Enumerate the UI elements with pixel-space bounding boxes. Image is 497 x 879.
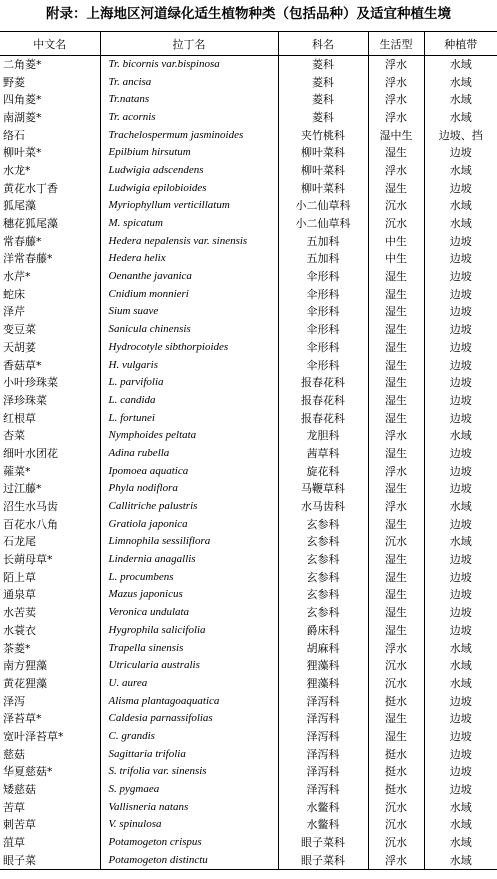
cell-planting-zone: 边坡 <box>424 551 497 569</box>
table-row <box>0 533 497 551</box>
cell-family: 茜草科 <box>278 445 368 463</box>
table-row <box>0 816 497 834</box>
header-chinese-name: 中文名 <box>0 32 100 56</box>
cell-chinese-name: 南湖菱* <box>3 110 42 124</box>
cell-latin-name: Tr. ancisa <box>100 73 278 91</box>
table-header-row <box>0 32 497 56</box>
header-life-form: 生活型 <box>368 32 424 56</box>
cell-planting-zone: 边坡 <box>424 763 497 781</box>
cell-chinese-name: 茶菱* <box>3 641 31 655</box>
cell-chinese-name: 狐尾藻 <box>3 199 36 213</box>
cell-chinese-name: 石龙尾 <box>3 535 36 549</box>
cell-latin-name: Hydrocotyle sibthorpioides <box>100 339 278 357</box>
cell-family: 泽泻科 <box>278 692 368 710</box>
cell-life-form: 湿生 <box>368 409 424 427</box>
cell-family: 玄参科 <box>278 533 368 551</box>
cell-family: 伞形科 <box>278 303 368 321</box>
cell-life-form: 浮水 <box>368 73 424 91</box>
table-row <box>0 763 497 781</box>
cell-chinese-name: 水芹* <box>3 270 31 284</box>
table-row <box>0 639 497 657</box>
cell-life-form: 沉水 <box>368 834 424 852</box>
cell-planting-zone: 水域 <box>424 215 497 233</box>
page-title: 附录：上海地区河道绿化适生植物种类（包括品种）及适宜种植生境 <box>46 6 451 22</box>
cell-life-form: 浮水 <box>368 162 424 180</box>
cell-planting-zone: 边坡 <box>424 568 497 586</box>
cell-chinese-name: 变豆菜 <box>3 323 36 337</box>
cell-latin-name: H. vulgaris <box>100 356 278 374</box>
cell-life-form: 湿生 <box>368 392 424 410</box>
table-row <box>0 498 497 516</box>
cell-planting-zone: 水域 <box>424 56 497 74</box>
cell-life-form: 湿生 <box>368 622 424 640</box>
cell-chinese-name: 菹草 <box>3 836 25 850</box>
cell-life-form: 湿生 <box>368 285 424 303</box>
cell-chinese-name: 泽珍珠菜 <box>3 393 47 407</box>
cell-life-form: 浮水 <box>368 639 424 657</box>
cell-planting-zone: 边坡 <box>424 692 497 710</box>
cell-chinese-name: 长蒴母草* <box>3 553 53 567</box>
cell-life-form: 湿生 <box>368 515 424 533</box>
cell-chinese-name: 泽泻 <box>3 694 25 708</box>
cell-planting-zone: 边坡 <box>424 462 497 480</box>
cell-latin-name: C. grandis <box>100 728 278 746</box>
cell-chinese-name: 眼子菜 <box>0 851 100 869</box>
cell-family: 玄参科 <box>278 586 368 604</box>
cell-planting-zone: 边坡 <box>424 409 497 427</box>
cell-chinese-name: 黄花水丁香 <box>3 181 58 195</box>
cell-latin-name: Veronica undulata <box>100 604 278 622</box>
cell-planting-zone: 水域 <box>424 427 497 445</box>
cell-life-form: 湿生 <box>368 144 424 162</box>
cell-family: 菱科 <box>278 109 368 127</box>
table-row <box>0 73 497 91</box>
cell-planting-zone: 水域 <box>424 798 497 816</box>
table-row <box>0 851 497 869</box>
table-row <box>0 144 497 162</box>
cell-chinese-name: 泽芹 <box>3 305 25 319</box>
cell-planting-zone: 边坡 <box>424 144 497 162</box>
cell-family: 狸藻科 <box>278 657 368 675</box>
cell-planting-zone: 边坡 <box>424 604 497 622</box>
cell-life-form: 湿生 <box>368 586 424 604</box>
cell-chinese-name: 百花水八角 <box>3 517 58 531</box>
cell-chinese-name: 泽苔草* <box>3 712 42 726</box>
cell-life-form: 浮水 <box>368 56 424 74</box>
table-row <box>0 374 497 392</box>
cell-family: 泽泻科 <box>278 728 368 746</box>
cell-family: 伞形科 <box>278 285 368 303</box>
cell-latin-name: U. aurea <box>100 675 278 693</box>
cell-latin-name: Gratiola japonica <box>100 515 278 533</box>
cell-planting-zone: 水域 <box>424 675 497 693</box>
cell-latin-name: Tr.natans <box>100 91 278 109</box>
cell-life-form: 浮水 <box>368 427 424 445</box>
cell-latin-name: Tr. acornis <box>100 109 278 127</box>
cell-family: 玄参科 <box>278 568 368 586</box>
table-row <box>0 798 497 816</box>
table-row <box>0 56 497 74</box>
table-row <box>0 303 497 321</box>
cell-life-form: 沉水 <box>368 533 424 551</box>
cell-chinese-name: 四角菱* <box>3 93 42 107</box>
cell-chinese-name: 慈菇 <box>3 747 25 761</box>
cell-life-form: 湿生 <box>368 303 424 321</box>
table-row <box>0 91 497 109</box>
table-row <box>0 339 497 357</box>
cell-latin-name: Ipomoea aquatica <box>100 462 278 480</box>
cell-latin-name: Limnophila sessiliflora <box>100 533 278 551</box>
cell-family: 菱科 <box>278 56 368 74</box>
cell-planting-zone: 水域 <box>424 816 497 834</box>
cell-planting-zone: 边坡 <box>424 515 497 533</box>
header-planting-zone: 种植带 <box>424 32 497 56</box>
cell-family: 小二仙草科 <box>278 215 368 233</box>
cell-life-form: 沉水 <box>368 675 424 693</box>
cell-life-form: 湿生 <box>368 568 424 586</box>
header-family: 科名 <box>278 32 368 56</box>
cell-planting-zone: 边坡 <box>424 745 497 763</box>
cell-chinese-name: 常春藤* <box>3 234 42 248</box>
cell-planting-zone: 边坡 <box>424 480 497 498</box>
cell-family: 柳叶菜科 <box>278 144 368 162</box>
cell-latin-name: Hedera helix <box>100 250 278 268</box>
cell-chinese-name: 陌上草 <box>3 570 36 584</box>
cell-chinese-name: 黄花狸藻 <box>3 676 47 690</box>
cell-family: 玄参科 <box>278 604 368 622</box>
cell-chinese-name: 洋常春藤* <box>3 252 53 266</box>
cell-planting-zone: 边坡 <box>424 250 497 268</box>
cell-planting-zone: 边坡 <box>424 586 497 604</box>
cell-latin-name: Myriophyllum verticillatum <box>100 197 278 215</box>
cell-latin-name: Callitriche palustris <box>100 498 278 516</box>
cell-family: 菱科 <box>278 73 368 91</box>
cell-family: 柳叶菜科 <box>278 162 368 180</box>
cell-family: 报春花科 <box>278 374 368 392</box>
cell-life-form: 浮水 <box>368 462 424 480</box>
cell-latin-name: Mazus japonicus <box>100 586 278 604</box>
cell-life-form: 沉水 <box>368 215 424 233</box>
table-row <box>0 480 497 498</box>
cell-chinese-name: 水龙* <box>3 163 31 177</box>
cell-latin-name: Tr. bicornis var.bispinosa <box>100 56 278 74</box>
table-row <box>0 834 497 852</box>
table-row <box>0 162 497 180</box>
cell-family: 五加科 <box>278 232 368 250</box>
cell-life-form: 湿生 <box>368 321 424 339</box>
cell-chinese-name: 通泉草 <box>3 588 36 602</box>
cell-planting-zone: 水域 <box>424 91 497 109</box>
table-row <box>0 515 497 533</box>
cell-latin-name: Sanicula chinensis <box>100 321 278 339</box>
cell-family: 伞形科 <box>278 339 368 357</box>
cell-family: 水鳖科 <box>278 798 368 816</box>
cell-planting-zone: 水域 <box>424 657 497 675</box>
cell-latin-name: Ludwigia adscendens <box>100 162 278 180</box>
table-row <box>0 250 497 268</box>
cell-family: 玄参科 <box>278 515 368 533</box>
cell-life-form: 浮水 <box>368 851 424 869</box>
cell-chinese-name: 刺苦草 <box>3 818 36 832</box>
table-row <box>0 126 497 144</box>
table-row <box>0 551 497 569</box>
cell-latin-name: Trapella sinensis <box>100 639 278 657</box>
cell-planting-zone: 边坡 <box>424 392 497 410</box>
cell-planting-zone: 边坡 <box>424 339 497 357</box>
cell-latin-name: Adina rubella <box>100 445 278 463</box>
cell-chinese-name: 南方狸藻 <box>3 659 47 673</box>
cell-planting-zone: 边坡 <box>424 710 497 728</box>
cell-life-form: 湿生 <box>368 339 424 357</box>
cell-chinese-name: 蕹菜* <box>3 464 31 478</box>
cell-chinese-name: 沼生水马齿 <box>3 500 58 514</box>
cell-life-form: 中生 <box>368 232 424 250</box>
cell-latin-name: V. spinulosa <box>100 816 278 834</box>
table-body <box>0 56 497 870</box>
table-row <box>0 604 497 622</box>
cell-planting-zone: 边坡 <box>424 781 497 799</box>
cell-planting-zone: 边坡 <box>424 232 497 250</box>
cell-life-form: 沉水 <box>368 197 424 215</box>
cell-family: 旋花科 <box>278 462 368 480</box>
cell-latin-name: Ludwigia epilobioides <box>100 179 278 197</box>
cell-planting-zone: 水域 <box>424 834 497 852</box>
cell-latin-name: Alisma plantagoaquatica <box>100 692 278 710</box>
cell-planting-zone: 水域 <box>424 162 497 180</box>
table-row <box>0 622 497 640</box>
cell-chinese-name: 过江藤* <box>3 482 42 496</box>
cell-chinese-name: 宽叶泽苔草* <box>3 729 64 743</box>
cell-chinese-name: 柳叶菜* <box>3 146 42 160</box>
cell-planting-zone: 边坡 <box>424 356 497 374</box>
cell-latin-name: S. trifolia var. sinensis <box>100 763 278 781</box>
table-row <box>0 197 497 215</box>
cell-planting-zone: 水域 <box>424 73 497 91</box>
cell-planting-zone: 边坡 <box>424 622 497 640</box>
cell-planting-zone: 边坡 <box>424 303 497 321</box>
table-row <box>0 728 497 746</box>
cell-family: 水鳖科 <box>278 816 368 834</box>
cell-chinese-name: 水蓑衣 <box>3 623 36 637</box>
cell-family: 泽泻科 <box>278 745 368 763</box>
cell-latin-name: L. candida <box>100 392 278 410</box>
cell-planting-zone: 边坡 <box>424 445 497 463</box>
cell-family: 泽泻科 <box>278 710 368 728</box>
cell-chinese-name: 野菱 <box>3 75 25 89</box>
cell-chinese-name: 蛇床 <box>3 287 25 301</box>
cell-planting-zone: 边坡 <box>424 268 497 286</box>
cell-life-form: 湿生 <box>368 551 424 569</box>
table-row <box>0 268 497 286</box>
cell-chinese-name: 天胡荽 <box>3 340 36 354</box>
cell-life-form: 湿生 <box>368 268 424 286</box>
cell-chinese-name: 细叶水团花 <box>3 446 58 460</box>
cell-family: 玄参科 <box>278 551 368 569</box>
table-row <box>0 179 497 197</box>
table-row <box>0 321 497 339</box>
cell-family: 伞形科 <box>278 356 368 374</box>
cell-latin-name: L. parvifolia <box>100 374 278 392</box>
cell-family: 胡麻科 <box>278 639 368 657</box>
cell-chinese-name: 矮慈菇 <box>3 783 36 797</box>
cell-life-form: 湿生 <box>368 728 424 746</box>
cell-latin-name: Sagittaria trifolia <box>100 745 278 763</box>
table-row <box>0 285 497 303</box>
cell-life-form: 沉水 <box>368 816 424 834</box>
cell-family: 狸藻科 <box>278 675 368 693</box>
cell-family: 报春花科 <box>278 409 368 427</box>
cell-chinese-name: 苦草 <box>3 800 25 814</box>
cell-latin-name: L. fortunei <box>100 409 278 427</box>
table-row <box>0 392 497 410</box>
cell-chinese-name: 络石 <box>3 128 25 142</box>
cell-life-form: 挺水 <box>368 781 424 799</box>
cell-planting-zone: 水域 <box>424 498 497 516</box>
cell-planting-zone: 水域 <box>424 197 497 215</box>
cell-latin-name: Utricularia australis <box>100 657 278 675</box>
cell-chinese-name: 华夏慈菇* <box>3 765 53 779</box>
cell-planting-zone: 水域 <box>424 851 497 869</box>
cell-latin-name: M. spicatum <box>100 215 278 233</box>
plant-table <box>0 31 497 870</box>
cell-family: 五加科 <box>278 250 368 268</box>
table-row <box>0 586 497 604</box>
cell-life-form: 挺水 <box>368 763 424 781</box>
cell-life-form: 湿生 <box>368 604 424 622</box>
table-row <box>0 745 497 763</box>
cell-family: 小二仙草科 <box>278 197 368 215</box>
cell-family: 报春花科 <box>278 392 368 410</box>
cell-life-form: 浮水 <box>368 91 424 109</box>
cell-life-form: 湿生 <box>368 374 424 392</box>
cell-planting-zone: 边坡 <box>424 728 497 746</box>
table-row <box>0 215 497 233</box>
cell-family: 夹竹桃科 <box>278 126 368 144</box>
table-row <box>0 409 497 427</box>
table-row <box>0 427 497 445</box>
cell-latin-name: Potamogeton distinctu <box>100 851 278 869</box>
cell-planting-zone: 水域 <box>424 533 497 551</box>
cell-latin-name: Hygrophila salicifolia <box>100 622 278 640</box>
cell-family: 眼子菜科 <box>278 834 368 852</box>
cell-chinese-name: 小叶珍珠菜 <box>3 376 58 390</box>
cell-planting-zone: 边坡 <box>424 321 497 339</box>
table-row <box>0 781 497 799</box>
cell-life-form: 湿生 <box>368 356 424 374</box>
cell-latin-name: S. pygmaea <box>100 781 278 799</box>
cell-latin-name: Phyla nodiflora <box>100 480 278 498</box>
table-row <box>0 462 497 480</box>
table-row <box>0 675 497 693</box>
cell-family: 龙胆科 <box>278 427 368 445</box>
cell-life-form: 沉水 <box>368 657 424 675</box>
header-latin-name: 拉丁名 <box>100 32 278 56</box>
cell-family: 马鞭草科 <box>278 480 368 498</box>
cell-latin-name: Nymphoides peltata <box>100 427 278 445</box>
cell-planting-zone: 边坡 <box>424 179 497 197</box>
table-row <box>0 445 497 463</box>
cell-planting-zone: 边坡 <box>424 285 497 303</box>
cell-life-form: 湿中生 <box>368 126 424 144</box>
cell-latin-name: Sium suave <box>100 303 278 321</box>
cell-chinese-name: 二角菱* <box>3 58 42 72</box>
cell-family: 泽泻科 <box>278 763 368 781</box>
table-row <box>0 232 497 250</box>
cell-family: 菱科 <box>278 91 368 109</box>
cell-life-form: 湿生 <box>368 480 424 498</box>
cell-planting-zone: 水域 <box>424 109 497 127</box>
cell-family: 爵床科 <box>278 622 368 640</box>
cell-life-form: 挺水 <box>368 692 424 710</box>
cell-life-form: 湿生 <box>368 445 424 463</box>
cell-family: 眼子菜科 <box>278 851 368 869</box>
cell-latin-name: Cnidium monnieri <box>100 285 278 303</box>
cell-latin-name: Hedera nepalensis var. sinensis <box>100 232 278 250</box>
cell-life-form: 湿生 <box>368 179 424 197</box>
cell-life-form: 中生 <box>368 250 424 268</box>
cell-latin-name: Caldesia parnassifolias <box>100 710 278 728</box>
cell-latin-name: Potamogeton crispus <box>100 834 278 852</box>
cell-planting-zone: 水域 <box>424 639 497 657</box>
cell-latin-name: L. procumbens <box>100 568 278 586</box>
cell-life-form: 湿生 <box>368 710 424 728</box>
table-row <box>0 356 497 374</box>
cell-latin-name: Oenanthe javanica <box>100 268 278 286</box>
table-row <box>0 568 497 586</box>
cell-chinese-name: 穗花狐尾藻 <box>3 217 58 231</box>
table-row <box>0 657 497 675</box>
cell-life-form: 挺水 <box>368 745 424 763</box>
cell-latin-name: Epilbium hirsutum <box>100 144 278 162</box>
cell-family: 柳叶菜科 <box>278 179 368 197</box>
cell-chinese-name: 红根草 <box>3 411 36 425</box>
cell-latin-name: Lindernia anagallis <box>100 551 278 569</box>
cell-latin-name: Vallisneria natans <box>100 798 278 816</box>
table-row <box>0 692 497 710</box>
cell-chinese-name: 香菇草* <box>3 358 42 372</box>
cell-family: 伞形科 <box>278 268 368 286</box>
cell-family: 水马齿科 <box>278 498 368 516</box>
cell-latin-name: Trachelospermum jasminoides <box>100 126 278 144</box>
table-row <box>0 710 497 728</box>
cell-chinese-name: 水苦荬 <box>3 606 36 620</box>
cell-life-form: 浮水 <box>368 109 424 127</box>
cell-planting-zone: 边坡 <box>424 374 497 392</box>
cell-life-form: 浮水 <box>368 498 424 516</box>
cell-chinese-name: 杏菜 <box>3 429 25 443</box>
table-row <box>0 109 497 127</box>
cell-life-form: 沉水 <box>368 798 424 816</box>
cell-family: 泽泻科 <box>278 781 368 799</box>
cell-family: 伞形科 <box>278 321 368 339</box>
cell-planting-zone: 边坡、挡 <box>424 126 497 144</box>
